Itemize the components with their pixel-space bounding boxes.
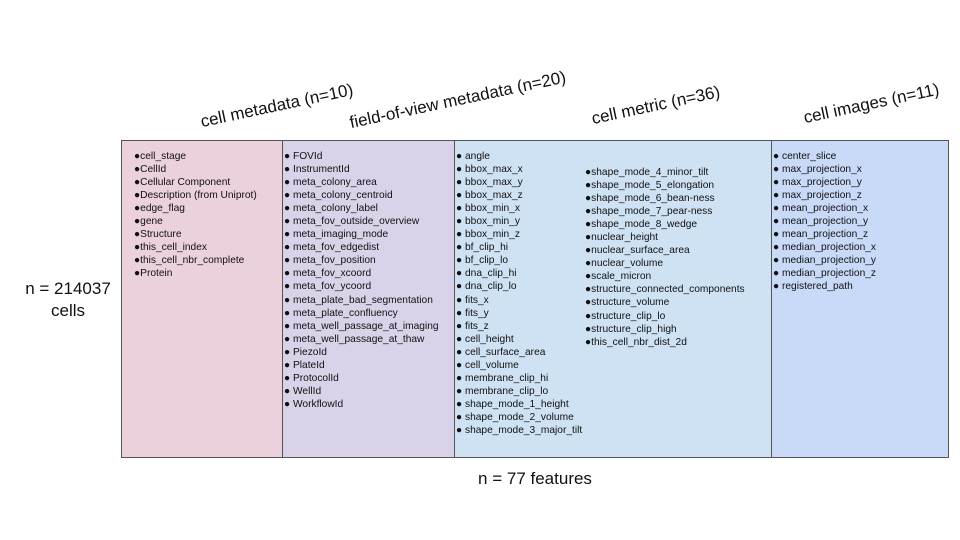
list-item: ● shape_mode_1_height <box>456 398 569 410</box>
list-item: ● max_projection_y <box>773 177 862 189</box>
list-item: ● InstrumentId <box>284 164 350 176</box>
list-item: ● shape_mode_2_volume <box>456 411 574 423</box>
list-item: ● bbox_min_y <box>456 216 520 228</box>
list-item: ● median_projection_x <box>773 242 876 254</box>
list-item: ● bbox_max_z <box>456 190 523 202</box>
list-item: ● ProtocolId <box>284 372 339 384</box>
list-item: ●cell_stage <box>134 151 187 162</box>
list-item: ●this_cell_index <box>134 242 207 254</box>
list-item: ● bbox_min_x <box>456 203 520 215</box>
list-item: ● cell_surface_area <box>456 346 546 358</box>
list-item: ● max_projection_z <box>773 190 862 202</box>
list-item: ●CellId <box>134 164 167 176</box>
header-fov-metadata: field-of-view metadata (n=20) <box>347 67 568 133</box>
list-item: ● dna_clip_hi <box>456 268 517 280</box>
list-item: ●Cellular Component <box>134 177 231 189</box>
list-item: ● meta_colony_centroid <box>284 190 393 202</box>
list-item: ●scale_micron <box>585 271 652 283</box>
list-item: ●structure_clip_lo <box>585 310 666 322</box>
list-item: ● meta_fov_edgedist <box>284 242 380 254</box>
list-item: ●shape_mode_8_wedge <box>585 219 698 231</box>
list-item: ● meta_fov_position <box>284 255 376 267</box>
header-cell-images: cell images (n=11) <box>801 79 941 128</box>
list-item: ● shape_mode_3_major_tilt <box>456 424 583 436</box>
list-item: ●this_cell_nbr_complete <box>134 255 245 267</box>
list-item: ●structure_volume <box>585 297 670 309</box>
list-item: ● max_projection_x <box>773 164 862 176</box>
list-item: ● PlateId <box>284 359 325 371</box>
list-item: ● membrane_clip_hi <box>456 372 549 384</box>
list-item: ● PiezoId <box>284 346 327 358</box>
list-item: ●this_cell_nbr_dist_2d <box>585 336 687 348</box>
list-item: ● cell_volume <box>456 359 519 371</box>
list-item: ●nuclear_surface_area <box>585 245 690 257</box>
list-item: ● meta_well_passage_at_thaw <box>284 333 425 345</box>
list-item: ●structure_clip_high <box>585 323 677 335</box>
list-item: ● meta_fov_outside_overview <box>284 216 420 228</box>
list-item: ● meta_well_passage_at_imaging <box>284 320 439 332</box>
list-item: ● bbox_min_z <box>456 229 520 241</box>
cell-metadata-list <box>134 150 257 280</box>
list-item: ● cell_height <box>456 333 514 345</box>
list-item: ● angle <box>456 151 490 162</box>
list-item: ● bf_clip_lo <box>456 255 509 267</box>
list-item: ● dna_clip_lo <box>456 281 517 293</box>
list-item: ● mean_projection_x <box>773 203 869 215</box>
list-item: ● fits_x <box>456 294 489 306</box>
list-item: ●Description (from Uniprot) <box>134 190 257 202</box>
cell-images-list <box>773 150 876 294</box>
list-item: ● bf_clip_hi <box>456 242 509 254</box>
list-item: ● meta_colony_area <box>284 177 377 189</box>
rows-count-value: n = 214037 <box>25 279 111 298</box>
list-item: ●gene <box>134 216 163 228</box>
list-item: ● registered_path <box>773 281 853 293</box>
list-item: ● meta_fov_ycoord <box>284 281 372 293</box>
list-item: ● WellId <box>284 385 322 397</box>
list-item: ●Protein <box>134 268 173 280</box>
list-item: ●structure_connected_components <box>585 284 745 296</box>
list-item: ● mean_projection_y <box>773 216 869 228</box>
list-item: ● membrane_clip_lo <box>456 385 549 397</box>
list-item: ●shape_mode_4_minor_tilt <box>585 167 709 178</box>
list-item: ● FOVId <box>284 151 323 162</box>
list-item: ● meta_plate_confluency <box>284 307 398 319</box>
list-item: ● mean_projection_z <box>773 229 869 241</box>
list-item: ● median_projection_z <box>773 268 876 280</box>
list-item: ●edge_flag <box>134 203 185 215</box>
list-item: ● meta_colony_label <box>284 203 378 215</box>
list-item: ●nuclear_volume <box>585 258 664 270</box>
cell-metric-list-1 <box>456 150 582 437</box>
list-item: ●nuclear_height <box>585 232 658 244</box>
list-item: ●Structure <box>134 229 182 241</box>
list-item: ● median_projection_y <box>773 255 876 267</box>
list-item: ● meta_fov_xcoord <box>284 268 372 280</box>
list-item: ● fits_y <box>456 307 489 319</box>
header-cell-metadata: cell metadata (n=10) <box>198 80 355 132</box>
rows-count-unit: cells <box>50 301 85 320</box>
list-item: ● center_slice <box>773 151 837 162</box>
cell-metric-list-2 <box>585 166 745 349</box>
list-item: ● WorkflowId <box>284 398 344 410</box>
rows-count-label <box>16 278 120 322</box>
list-item: ● meta_plate_bad_segmentation <box>284 294 433 306</box>
features-count-label: n = 77 features <box>478 469 592 488</box>
list-item: ● bbox_max_x <box>456 164 523 176</box>
fov-metadata-list <box>284 150 439 411</box>
list-item: ●shape_mode_5_elongation <box>585 180 715 192</box>
list-item: ●shape_mode_7_pear-ness <box>585 206 713 218</box>
header-cell-metric: cell metric (n=36) <box>589 82 722 129</box>
list-item: ●shape_mode_6_bean-ness <box>585 193 715 205</box>
list-item: ● bbox_max_y <box>456 177 523 189</box>
list-item: ● meta_imaging_mode <box>284 229 389 241</box>
list-item: ● fits_z <box>456 320 489 332</box>
